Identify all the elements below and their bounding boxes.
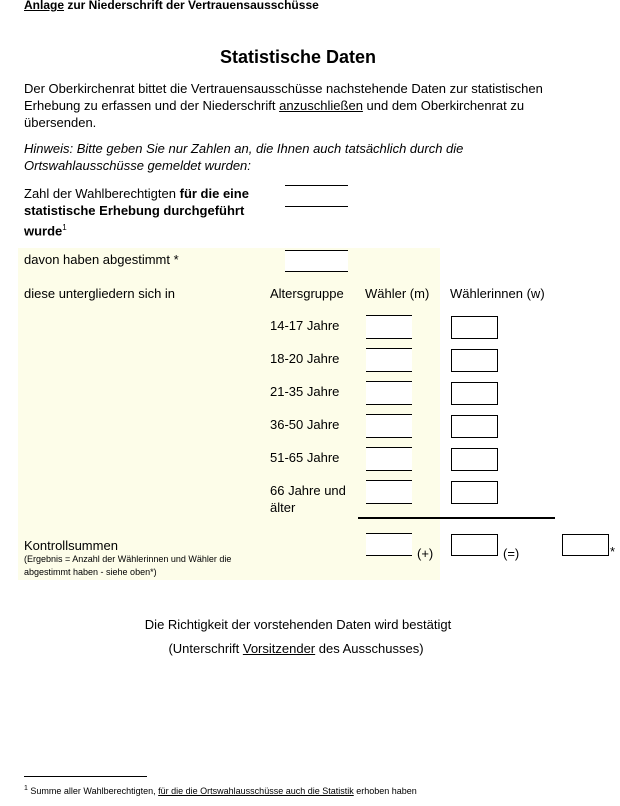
annex-label: Anlage bbox=[24, 0, 65, 12]
total-asterisk: * bbox=[610, 544, 616, 559]
column-header-male: Wähler (m) bbox=[365, 286, 430, 301]
control-sum-label: Kontrollsummen bbox=[24, 538, 118, 553]
sum-separator-line bbox=[358, 517, 555, 519]
eligible-voters-input[interactable] bbox=[285, 185, 348, 207]
control-sum-note: (Ergebnis = Anzahl der Wählerinnen und Wähler die abgestimmt haben - siehe oben*) bbox=[24, 554, 232, 577]
age-group-label: 21-35 Jahre bbox=[270, 384, 340, 399]
page-title: Statistische Daten bbox=[219, 47, 377, 67]
age-group-label: 14-17 Jahre bbox=[270, 318, 340, 333]
age-group-label: 66 Jahre und älter bbox=[270, 483, 346, 515]
footnote-text-1: Summe aller Wahlberechtigten, bbox=[27, 786, 159, 796]
signature-caption bbox=[0, 640, 592, 657]
male-count-input[interactable] bbox=[366, 348, 412, 372]
footnote-underlined-text: für die die Ortswahlausschüsse auch die Statistik bbox=[158, 786, 354, 796]
female-count-input[interactable] bbox=[451, 481, 498, 504]
voted-label: davon haben abgestimmt * bbox=[24, 252, 179, 267]
annex-header bbox=[24, 0, 319, 13]
column-header-female: Wählerinnen (w) bbox=[450, 286, 545, 301]
signature-caption-close: des Ausschusses) bbox=[315, 641, 424, 656]
equals-sign: (=) bbox=[503, 546, 520, 561]
column-header-age: Altersgruppe bbox=[270, 286, 344, 301]
confirmation-text: Die Richtigkeit der vorstehenden Daten wird bestätigt bbox=[144, 617, 452, 632]
breakdown-label: diese untergliedern sich in bbox=[24, 286, 176, 301]
footnote bbox=[24, 783, 417, 797]
eligible-voters-label-normal: Zahl der Wahlberechtigten bbox=[24, 186, 180, 201]
intro-text-1: Der Oberkirchenrat bittet die Vertrauensausschüsse nachstehende Daten zur statistischen Erhebung zu erfassen und der Niederschrift bbox=[24, 81, 543, 113]
footnote-separator bbox=[24, 776, 147, 777]
age-group-label: 18-20 Jahre bbox=[270, 351, 340, 366]
intro-link: anzuschließen bbox=[279, 98, 363, 113]
age-group-label: 51-65 Jahre bbox=[270, 450, 340, 465]
male-count-input[interactable] bbox=[366, 381, 412, 405]
male-count-input[interactable] bbox=[366, 447, 412, 471]
footnote-reference: 1 bbox=[62, 223, 67, 232]
male-count-input[interactable] bbox=[366, 414, 412, 438]
voted-input[interactable] bbox=[285, 250, 348, 272]
footnote-mark: 1 bbox=[24, 785, 28, 792]
female-count-input[interactable] bbox=[451, 448, 498, 471]
intro-paragraph bbox=[24, 80, 584, 131]
annex-header-text: zur Niederschrift der Vertrauensausschüsse bbox=[64, 0, 319, 12]
female-count-input[interactable] bbox=[451, 415, 498, 438]
signature-caption-open: (Unterschrift bbox=[168, 641, 243, 656]
footnote-text-2: erhoben haben bbox=[353, 786, 417, 796]
eligible-voters-label bbox=[24, 185, 274, 239]
female-count-input[interactable] bbox=[451, 316, 498, 339]
eligible-voters-label-bold: für die eine statistische Erhebung durchgeführt wurde bbox=[24, 186, 249, 239]
female-count-input[interactable] bbox=[451, 382, 498, 405]
control-sum-female-input[interactable] bbox=[451, 534, 498, 556]
female-count-input[interactable] bbox=[451, 349, 498, 372]
intro-text-2: und dem Oberkirchenrat zu übersenden. bbox=[24, 98, 525, 130]
age-group-label: 36-50 Jahre bbox=[270, 417, 340, 432]
signature-chair-label: Vorsitzender bbox=[242, 641, 316, 656]
male-count-input[interactable] bbox=[366, 480, 412, 504]
hint-text: Hinweis: Bitte geben Sie nur Zahlen an, die Ihnen auch tatsächlich durch die Ortswahlausschüsse gemeldet wurden: bbox=[24, 141, 464, 173]
control-sum-total-input[interactable] bbox=[562, 534, 609, 556]
male-count-input[interactable] bbox=[366, 315, 412, 339]
control-sum-male-input[interactable] bbox=[366, 533, 412, 556]
plus-sign: (+) bbox=[417, 546, 434, 561]
